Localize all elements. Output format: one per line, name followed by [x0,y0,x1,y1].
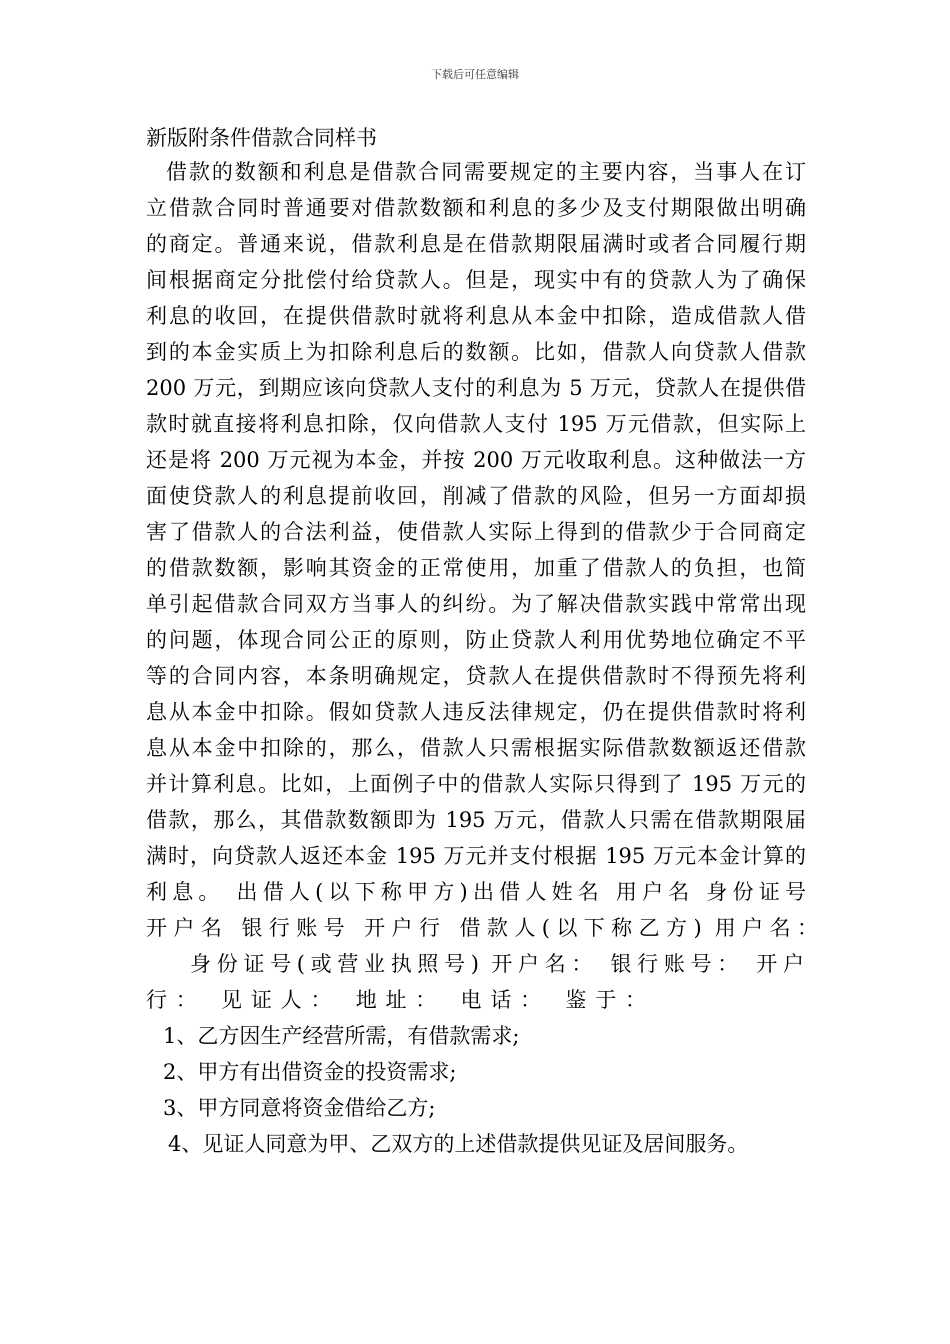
body-line: 并计算利息。比如，上面例子中的借款人实际只得到了 195 万元的 [146,772,806,796]
body-line: 面使贷款人的利息提前收回，削减了借款的风险，但另一方面却损 [146,484,806,508]
list-item: 4、见证人同意为甲、乙双方的上述借款提供见证及居间服务。 [168,1132,749,1156]
body-line: 的借款数额，影响其资金的正常使用，加重了借款人的负担，也简 [146,556,806,580]
list-item: 3、甲方同意将资金借给乙方; [163,1096,436,1120]
body-line: 害了借款人的合法利益，使借款人实际上得到的借款少于合同商定 [146,520,806,544]
list-item: 1、乙方因生产经营所需，有借款需求; [163,1024,520,1048]
body-line: 的问题，体现合同公正的原则，防止贷款人利用优势地位确定不平 [146,628,806,652]
body-line: 息从本金中扣除的，那么，借款人只需根据实际借款数额返还借款 [146,736,806,760]
list-item: 2、甲方有出借资金的投资需求; [163,1060,457,1084]
body-line: 的商定。普通来说，借款利息是在借款期限届满时或者合同履行期 [146,232,806,256]
body-line: 还是将 200 万元视为本金，并按 200 万元收取利息。这种做法一方 [146,448,806,472]
body-line: 息从本金中扣除。假如贷款人违反法律规定，仍在提供借款时将利 [146,700,806,724]
page-header: 下载后可任意编辑 [431,68,519,81]
body-line: 借款，那么，其借款数额即为 195 万元，借款人只需在借款期限届 [146,808,806,832]
body-line: 款时就直接将利息扣除，仅向借款人支付 195 万元借款，但实际上 [146,412,806,436]
body-line: 借款的数额和利息是借款合同需要规定的主要内容，当事人在订 [166,160,806,184]
body-line: 行： 见证人： 地址： 电话： 鉴于： [146,988,646,1012]
body-line: 等的合同内容，本条明确规定，贷款人在提供借款时不得预先将利 [146,664,806,688]
body-line: 身份证号(或营业执照号) 开户名： 银行账号： 开户 [190,952,804,976]
body-line: 200 万元，到期应该向贷款人支付的利息为 5 万元，贷款人在提供借 [146,376,806,400]
body-line: 间根据商定分批偿付给贷款人。但是，现实中有的贷款人为了确保 [146,268,806,292]
body-line: 立借款合同时普通要对借款数额和利息的多少及支付期限做出明确 [146,196,806,220]
body-line: 满时，向贷款人返还本金 195 万元并支付根据 195 万元本金计算的 [146,844,806,868]
body-line: 开户名 银行账号 开户行 借款人(以下称乙方) 用户名： [146,916,818,940]
body-line: 单引起借款合同双方当事人的纠纷。为了解决借款实践中常常出现 [146,592,806,616]
body-line: 利息。 出借人(以下称甲方)出借人姓名 用户名 身份证号 [146,880,806,904]
body-line: 利息的收回，在提供借款时就将利息从本金中扣除，造成借款人借 [146,304,806,328]
document-title: 新版附条件借款合同样书 [146,126,377,150]
body-line: 到的本金实质上为扣除利息后的数额。比如，借款人向贷款人借款 [146,340,806,364]
